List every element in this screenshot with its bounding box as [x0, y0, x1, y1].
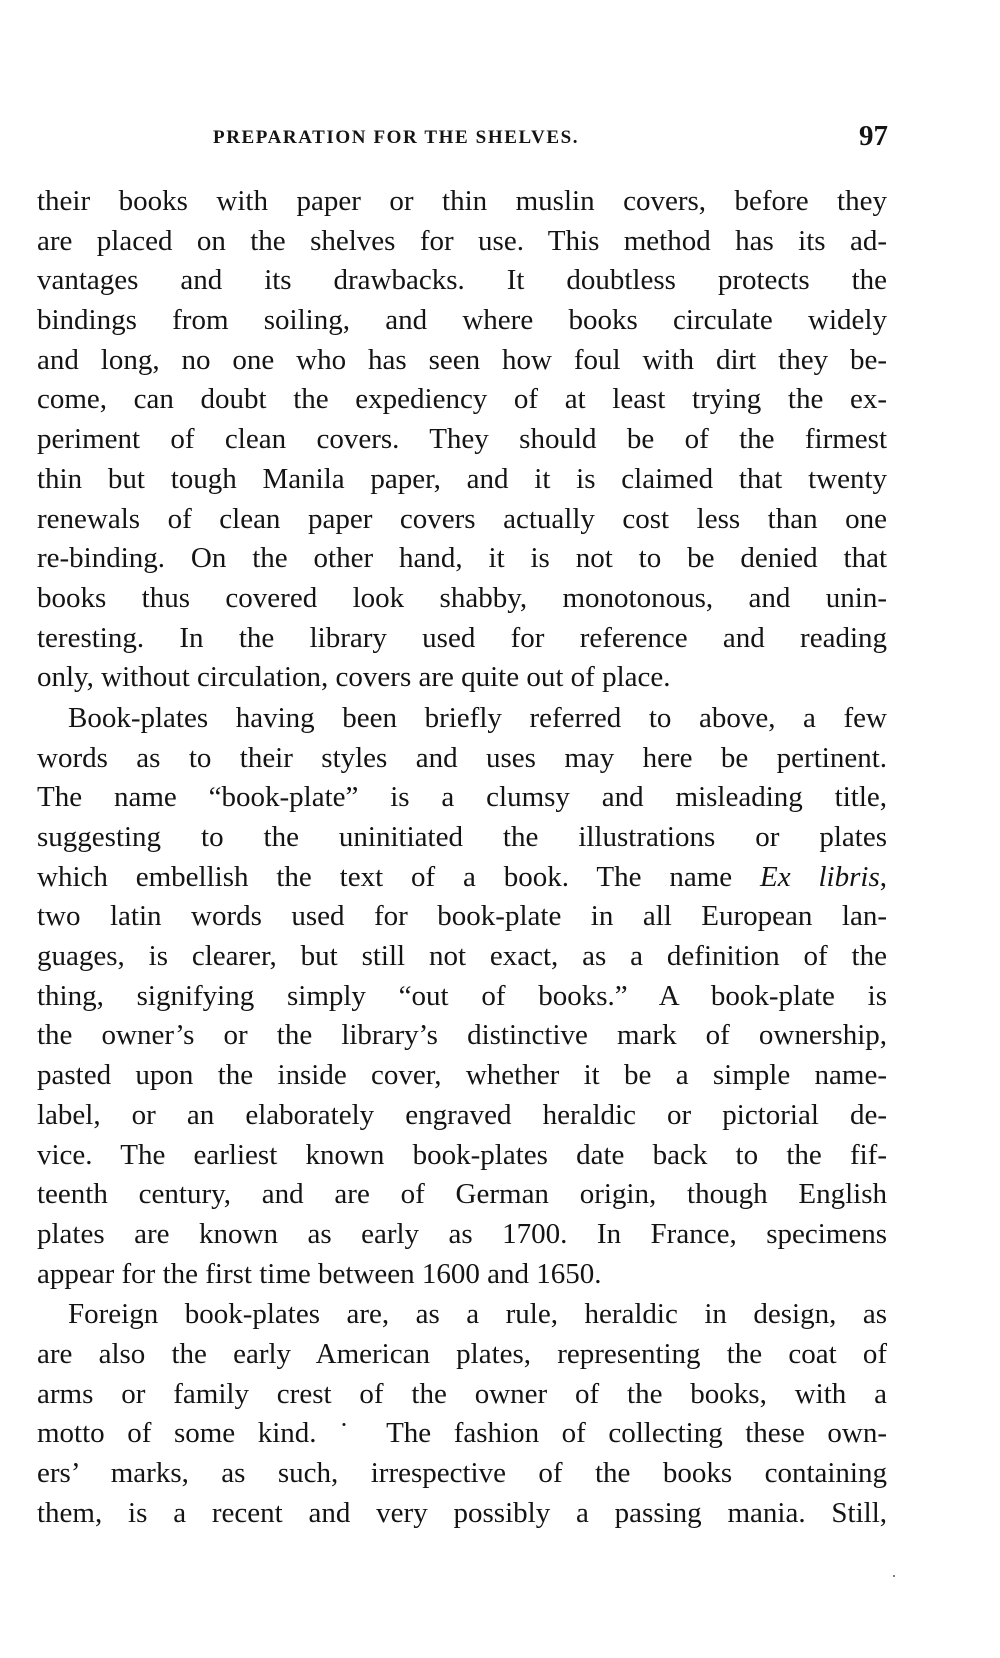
text-line: vantages and its drawbacks. It doubtless protects the: [37, 264, 887, 297]
text-line: plates are known as early as 1700. In France, specimens: [37, 1217, 887, 1250]
text-line: words as to their styles and uses may here be pertinent.: [37, 741, 887, 774]
text-line: motto of some kind. ˙ The fashion of collecting these own-: [37, 1417, 887, 1450]
italic-phrase: Ex libris: [760, 860, 880, 893]
paragraph: [37, 1295, 887, 1533]
text-run: ,: [879, 860, 887, 893]
text-line: Foreign book-plates are, as a rule, heraldic in design, as: [68, 1298, 887, 1331]
text-line: [37, 858, 887, 898]
text-line: are also the early American plates, representing the coat of: [37, 1337, 887, 1370]
text-line: pasted upon the inside cover, whether it be a simple name-: [37, 1059, 887, 1092]
text-line: label, or an elaborately engraved heraldic or pictorial de-: [37, 1098, 887, 1131]
print-speck: [893, 1575, 895, 1577]
text-line: are placed on the shelves for use. This method has its ad-: [37, 224, 887, 257]
paragraph: [37, 182, 887, 698]
text-line: guages, is clearer, but still not exact, as a definition of the: [37, 940, 887, 973]
text-line: vice. The earliest known book-plates date back to the fif-: [37, 1138, 887, 1171]
text-line: their books with paper or thin muslin covers, before they: [37, 185, 887, 217]
text-run: which embellish the text of a book. The name: [37, 860, 761, 893]
text-line: teresting. In the library used for reference and reading: [37, 621, 887, 654]
text-line: the owner’s or the library’s distinctive mark of ownership,: [37, 1019, 887, 1052]
page-number: 97: [859, 120, 888, 152]
text-line: periment of clean covers. They should be of the firmest: [37, 423, 887, 456]
text-line: two latin words used for book-plate in all European lan-: [37, 900, 887, 933]
text-line: come, can doubt the expediency of at least trying the ex-: [37, 383, 887, 416]
text-line: only, without circulation, covers are quite out of place.: [37, 661, 671, 694]
text-line: appear for the first time between 1600 and 1650.: [37, 1257, 602, 1290]
text-line: teenth century, and are of German origin, though English: [37, 1178, 887, 1211]
body-text: [37, 182, 887, 1533]
running-head: PREPARATION FOR THE SHELVES.: [213, 127, 580, 148]
text-line: and long, no one who has seen how foul with dirt they be-: [37, 343, 887, 376]
text-line: ers’ marks, as such, irrespective of the books containing: [37, 1457, 887, 1489]
text-line: suggesting to the uninitiated the illustrations or plates: [37, 821, 887, 853]
text-line: Book-plates having been briefly referred to above, a few: [68, 701, 887, 734]
text-line: The name “book-plate” is a clumsy and misleading title,: [37, 781, 887, 814]
text-line: re-binding. On the other hand, it is not to be denied that: [37, 542, 887, 575]
text-line: arms or family crest of the owner of the books, with a: [37, 1377, 887, 1410]
paragraph: [37, 699, 887, 1294]
text-line: thing, signifying simply “out of books.” A book-plate is: [37, 979, 887, 1012]
text-line: books thus covered look shabby, monotonous, and unin-: [37, 581, 887, 614]
text-line: thin but tough Manila paper, and it is claimed that twenty: [37, 462, 887, 495]
text-line: renewals of clean paper covers actually cost less than one: [37, 502, 887, 535]
text-line: bindings from soiling, and where books circulate widely: [37, 304, 887, 337]
text-line: them, is a recent and very possibly a passing mania. Still,: [37, 1496, 887, 1529]
